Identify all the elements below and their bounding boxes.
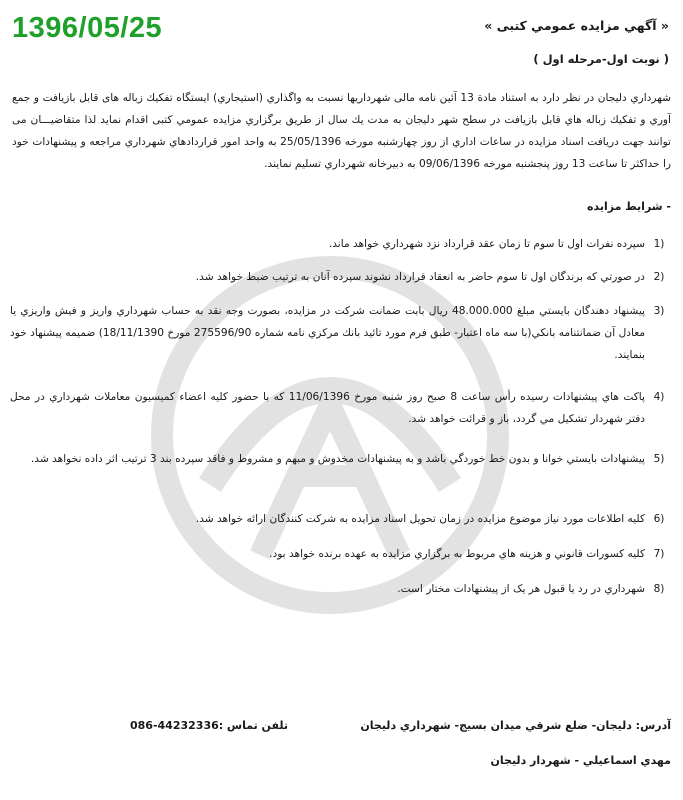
date-stamp: 1396/05/25 xyxy=(12,12,163,44)
condition-item xyxy=(10,266,673,288)
phone-label: تلفن تماس : xyxy=(218,719,288,732)
condition-number: 1) xyxy=(653,238,665,250)
condition-item xyxy=(10,448,673,470)
condition-text: سپرده نفرات اول تا سوم تا زمان عقد قرارداد نزد شهرداري خواهد ماند. xyxy=(328,238,645,250)
condition-number: 2) xyxy=(653,271,665,283)
condition-number: 6) xyxy=(653,513,665,525)
condition-text: كليه كسورات قانوني و هزينه هاي مربوط به برگزاري مزايده به عهده برنده خواهد بود. xyxy=(269,548,645,560)
address: آدرس: دليجان- ضلع شرقي ميدان بسيج- شهرداري دليجان xyxy=(360,719,671,732)
condition-item xyxy=(10,300,673,366)
phone-number: 086-44232336 xyxy=(130,719,219,732)
condition-text: پاكت هاي پيشنهادات رسيده رأس ساعت 8 صبح روز شنبه مورخ 11/06/1396 كه با حضور كليه اعضاء كميسيون معاملات شهرداري در محل دفتر شهردار تشكيل مي گردد، باز و قرائت خواهد شد. xyxy=(10,391,645,425)
condition-item xyxy=(10,233,673,255)
condition-number: 8) xyxy=(653,583,665,595)
round-subtitle: ( نوبت اول-مرحله اول ) xyxy=(533,52,669,66)
condition-number: 5) xyxy=(653,453,665,465)
condition-text: شهرداري در رد يا قبول هر يک از پيشنهادات مختار است. xyxy=(397,583,645,595)
condition-text: در صورتي كه برندگان اول تا سوم حاضر به انعقاد قرارداد نشوند سپرده آنان به ترتيب ضبط خواهد شد. xyxy=(195,271,645,283)
condition-number: 7) xyxy=(653,548,665,560)
condition-item xyxy=(10,508,673,530)
page-title: « آگهي مزايده عمومي كتبی » xyxy=(484,18,669,33)
conditions-heading: - شرايط مزايده xyxy=(587,200,671,213)
condition-text: پيشنهادات بايستي خوانا و بدون خط خوردگي باشد و به پيشنهادات مخدوش و مبهم و مشروط و فاقد سپرده بند 3 ترتيب اثر داده نخواهد شد. xyxy=(30,453,645,465)
condition-number: 3) xyxy=(653,305,665,317)
intro-paragraph: شهرداري دليجان در نظر دارد به استناد مادة 13 آئين نامه مالی شهرداريها نسبت به واگذاري (استيجاري) ايستگاه تفكيك زباله های قابل بازيافت و جمع آوري و تفكيك زباله هاي قابل بازيافت در سطح شهر دليجان به مدت يك سال از طريق برگزاري مزايده عمومي كتبی اقدام نمايد لذا متقاضيـــان مى توانند جهت دريافت اسناد مزايده در ساعات اداري از روز چهارشنبه مورخه 25/05/1396 به واحد امور قراردادهاي شهرداري مراجعه و پيشنهادات خود را حداكثر تا ساعت 13 روز پنجشنبه مورخه 09/06/1396 به دبيرخانه شهرداري تسليم نمايند. xyxy=(12,92,671,170)
condition-text: كليه اطلاعات مورد نياز موضوع مزايده در زمان تحويل اسناد مزايده به شركت كنندگان ارائه خواهد شد. xyxy=(195,513,645,525)
condition-item xyxy=(10,543,673,565)
condition-item xyxy=(10,578,673,600)
condition-text: پيشنهاد دهندگان بايستي مبلغ 48.000.000 ريال بابت ضمانت شركت در مزايده، بصورت وجه نقد به حساب شهرداري واريز و فيش واريزي يا معادل آن ضمانتنامه بانكي(با سه ماه اعتبار- طبق فرم مورد تائيد بانك مركزي نامه شماره 275596/90 مورخ 18/11/1390) ضميمه پيشنهاد خود بنمايند. xyxy=(10,305,646,361)
condition-item xyxy=(10,386,673,430)
condition-number: 4) xyxy=(653,391,665,403)
signer: مهدي اسماعيلي - شهردار دليجان xyxy=(490,754,671,767)
